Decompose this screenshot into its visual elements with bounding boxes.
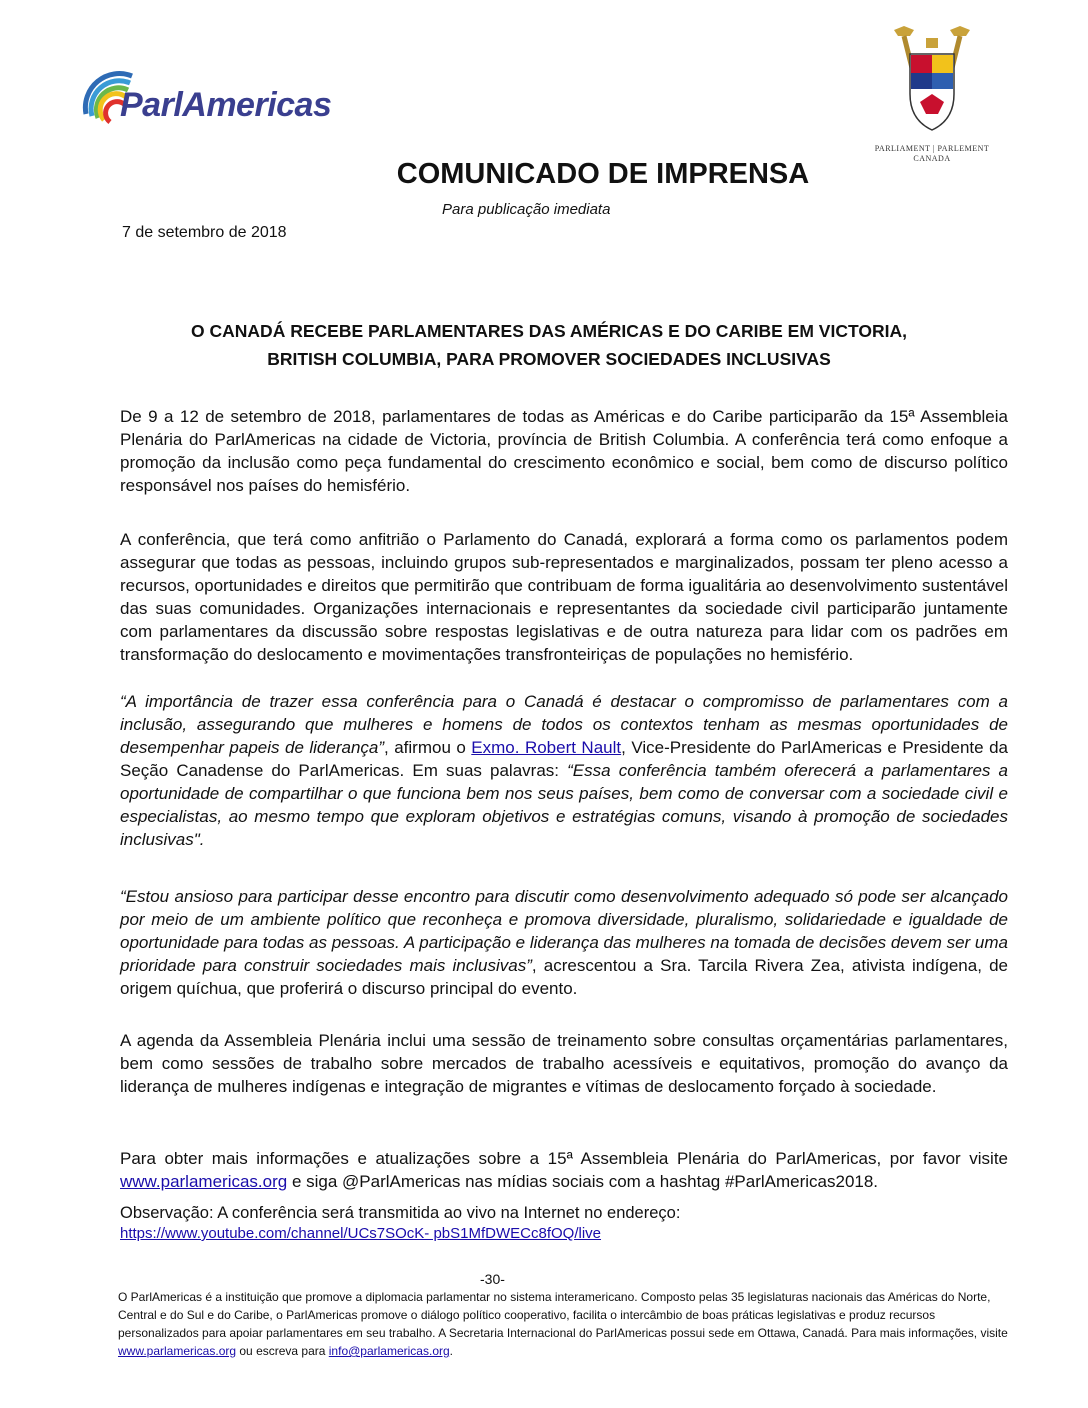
paragraph-3-text-b: , Vice-Presidente do ParlAmericas e Presidente da Seção Canadense do ParlAmericas. Em suas palavras: <box>120 738 1008 780</box>
headline-line-2: BRITISH COLUMBIA, PARA PROMOVER SOCIEDADES INCLUSIVAS <box>267 349 831 369</box>
quote-3: “Estou ansioso para participar desse encontro para discutir como desenvolvimento adequado só pode ser alcançado por meio de um ambiente político que reconheça e promova diversidade, pluralismo, solidariedade e igualdade de oportunidade para todas as pessoas. A participação e liderança das mulheres na tomada de decisões devem ser uma prioridade para construir sociedades mais inclusivas” <box>120 887 1008 975</box>
crest-caption-country: CANADA <box>913 154 951 163</box>
paragraph-4 <box>120 885 1008 1000</box>
footer-text-a: O ParlAmericas é a instituição que promove a diplomacia parlamentar no sistema interamericano. Composto pelas 35 legislaturas nacionais das Américas do Norte, Central e do Sul e do Caribe, o ParlAmericas promove o diálogo político cooperativo, facilita o intercâmbio de boas práticas legislativas e produz recursos personalizados para apoiar parlamentares em seu trabalho. A Secretaria Internacional do ParlAmericas possui sede em Ottawa, Canadá. Para mais informações, visite <box>118 1290 1008 1340</box>
crest-icon <box>880 24 984 142</box>
paragraph-6-text-b: e siga @ParlAmericas nas mídias sociais com a hashtag #ParlAmericas2018. <box>287 1172 879 1191</box>
paragraph-6-text-a: Para obter mais informações e atualizações sobre a 15ª Assembleia Plenária do ParlAmericas, por favor visite <box>120 1149 1008 1168</box>
robert-nault-link[interactable]: Exmo. Robert Nault <box>471 738 622 757</box>
paragraph-3 <box>120 690 1008 851</box>
paragraph-5: A agenda da Assembleia Plenária inclui uma sessão de treinamento sobre consultas orçamentárias parlamentares, bem como sessões de trabalho sobre mercados de trabalho acessíveis e equitativos, promoção do avanço da liderança de mulheres indígenas e integração de migrantes e vítimas de deslocamento forçado à sociedade. <box>120 1031 1008 1096</box>
paragraph-6 <box>120 1147 1008 1193</box>
footer-email-link[interactable]: info@parlamericas.org <box>328 1344 450 1358</box>
release-date: 7 de setembro de 2018 <box>122 224 287 241</box>
livestream-note-text: Observação: A conferência será transmitida ao vivo na Internet no endereço: <box>120 1204 681 1222</box>
press-release-subtitle: Para publicação imediata <box>442 201 611 218</box>
youtube-livestream-link[interactable]: https://www.youtube.com/channel/UCs7SOcK- pbS1MfDWECc8fOQ/live <box>120 1225 602 1242</box>
footer-text-b: ou escreva para <box>236 1344 329 1358</box>
footer-about <box>118 1288 1008 1360</box>
crest-caption: PARLIAMENT | PARLEMENT <box>874 144 990 153</box>
parliament-crest <box>874 24 990 174</box>
parlamericas-logo <box>80 66 350 136</box>
press-release-title: COMUNICADO DE IMPRENSA <box>396 158 810 190</box>
quote-2: “Essa conferência também oferecerá a parlamentares a oportunidade de compartilhar o que funciona bem nos seus países, bem como de conversar com a sociedade civil e especialistas, ao mesmo tempo que exploram objetivos e estratégias comuns, visando à promoção de sociedades inclusivas". <box>120 761 1009 849</box>
footer-website-link[interactable]: www.parlamericas.org <box>118 1344 237 1358</box>
paragraph-1: De 9 a 12 de setembro de 2018, parlamentares de todas as Américas e do Caribe participarão da 15ª Assembleia Plenária do ParlAmericas na cidade de Victoria, província de British Columbia. A conferência terá como enfoque a promoção da inclusão como peça fundamental do crescimento econômico e social, bem como de discurso político responsável nos países do hemisfério. <box>120 407 1008 495</box>
quote-1: “A importância de trazer essa conferência para o Canadá é destacar o compromisso de parlamentares com a inclusão, assegurando que mulheres e homens de todos os contextos tenham as mesmas oportunidades de desempenhar papeis de liderança” <box>120 692 1008 757</box>
footer-text-c: . <box>449 1344 454 1358</box>
headline-line-1: O CANADÁ RECEBE PARLAMENTARES DAS AMÉRICAS E DO CARIBE EM VICTORIA, <box>191 321 907 341</box>
page-number: -30- <box>480 1271 505 1287</box>
headline <box>120 317 978 373</box>
paragraph-4-text: , acrescentou a Sra. Tarcila Rivera Zea, ativista indígena, de origem quíchua, que proferirá o discurso principal do evento. <box>120 956 1009 998</box>
logo-text: ParlAmericas <box>120 86 332 124</box>
livestream-note <box>120 1203 1008 1244</box>
paragraph-2: A conferência, que terá como anfitrião o Parlamento do Canadá, explorará a forma como os parlamentos podem assegurar que todas as pessoas, incluindo grupos sub-representados e marginalizados, possam ter pleno acesso a recursos, oportunidades e direitos que permitirão que contribuam de forma igualitária ao desenvolvimento sustentável das suas comunidades. Organizações internacionais e representantes da sociedade civil participarão juntamente com parlamentares da discussão sobre respostas legislativas e de outra natureza para lidar com os padrões em transformação do deslocamento e movimentações transfronteiriças de populações no hemisfério. <box>120 530 1008 664</box>
parlamericas-website-link[interactable]: www.parlamericas.org <box>120 1172 288 1191</box>
paragraph-3-text-a: , afirmou o <box>384 738 472 757</box>
